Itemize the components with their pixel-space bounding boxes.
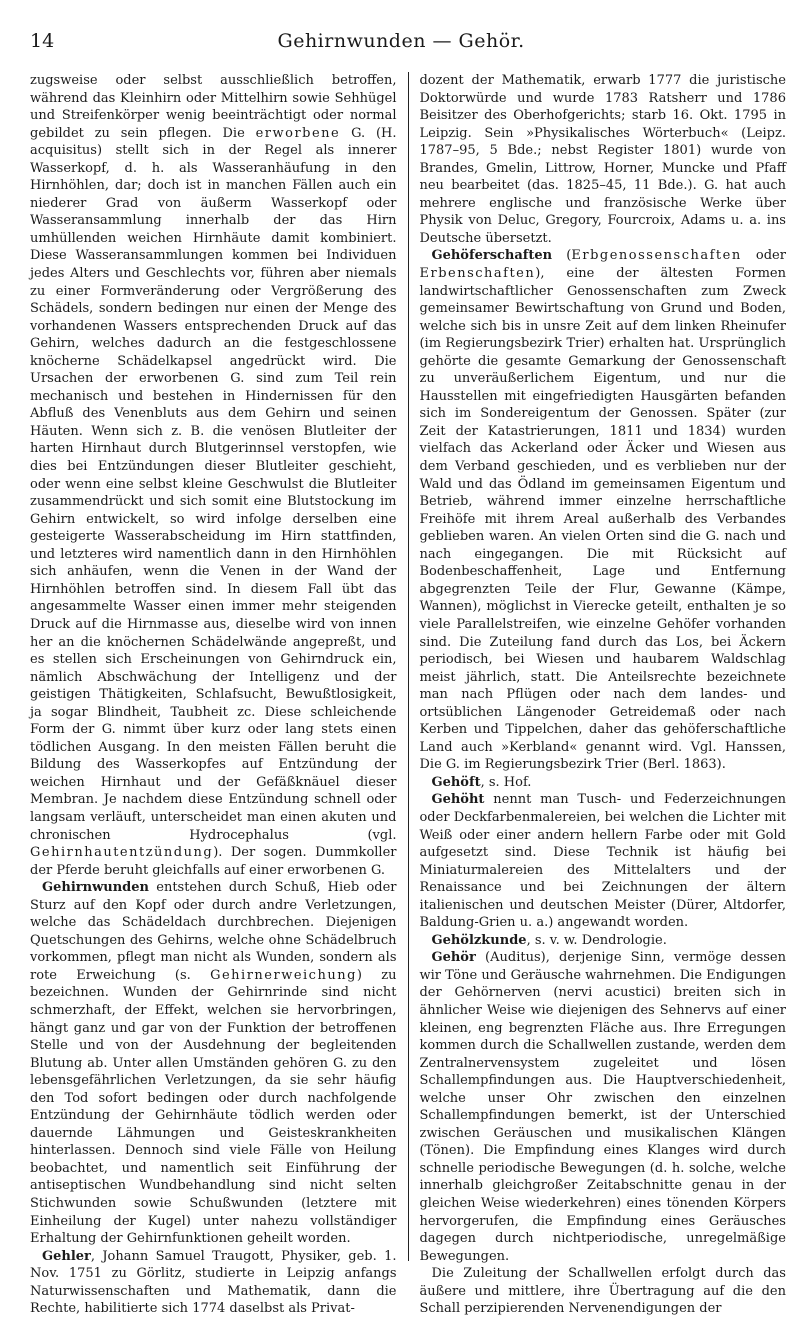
text-columns [30, 72, 786, 1317]
headword: Gehler [42, 1248, 91, 1264]
running-title: Gehirnwunden — Gehör. [277, 30, 525, 52]
entry-gehler: Gehler, Johann Samuel Traugott, Physiker, geb. 1. Nov. 1751 zu Görlitz, studierte in Leipzig anfangs Naturwissenschaften und Mathematik, dann die Rechte, habilitierte sich 1774 daselbst als Privat- [30, 1248, 397, 1317]
page-header [30, 30, 786, 70]
left-column [30, 72, 397, 1317]
entry-gehoeft: Gehöft, s. Hof. [431, 774, 532, 790]
headword: Gehölzkunde [431, 932, 527, 948]
entry-gehoeferschaften: Gehöferschaften (Erbgenossenschaften oder Erbenschaften), eine der ältesten Formen landwirtschaftlicher Genossenschaften zum Zweck gemeinsamer Bewirtschaftung von Grund und Boden, welche sich bis in unsre Zeit auf dem linken Rheinufer (im Regierungsbezirk Trier) erhalten hat. Ursprünglich gehörte die gesamte Gemarkung der Genossenschaft zu unveräußerlichem Eigentum, und nur die Hausstellen mit eingefriedigten Hausgärten befanden sich im Sondereigentum der Genossen. Später (zur Zeit der Katastrierungen, 1811 und 1834) wurden vielfach das Ackerland oder Äcker und Wiesen aus dem Verband geschieden, und es verblieben nur der Wald und das Ödland im gemeinsamen Eigentum und Betrieb, während immer einzelne herrschaftliche Freihöfe mit ihrem Areal außerhalb des Verbandes geblieben waren. An vielen Orten sind die G. nach und nach eingegangen. Die mit Rücksicht auf Bodenbeschaffenheit, Lage und Entfernung abgegrenzten Teile der Flur, Gewanne (Kämpe, Wannen), möglichst in Vierecke geteilt, enthalten je so viele Parallelstreifen, wie einzelne Gehöfer vorhanden sind. Die Zuteilung fand durch das Los, bei Äckern periodisch, bei Wiesen und haubarem Waldschlag meist jährlich, statt. Die Anteilsrechte bezeichnete man nach Pflügen oder nach dem landes- und ortsüblichen Längenoder Getreidemaß oder nach Kerben und Tippelchen, daher das gehöferschaftliche Land auch »Kerbland« genannt wird. Vgl. Hanssen, Die G. im Regierungsbezirk Trier (Berl. 1863). [419, 248, 786, 773]
entry-gehoelzkunde: Gehölzkunde, s. v. w. Dendrologie. [431, 932, 667, 948]
headword: Gehöft [431, 774, 481, 790]
headword: Gehör [431, 950, 476, 966]
entry-gehirnwassersucht-cont: zugsweise oder selbst ausschließlich betroffen, während das Kleinhirn oder Mittelhirn sowie Sehhügel und Streifenkörper wenig beeinträchtigt oder normal gebildet zu sein pflegen. Die erworbene G. (H. acquisitus) stellt sich in der Regel als innerer Wasserkopf, d. h. als Wasseranhäufung in den Hirnhöhlen, dar; doch ist in manchen Fällen auch ein niederer Grad von äußerm Wasserkopf oder Wasseransammlung innerhalb der das Hirn umhüllenden weichen Hirnhäute damit kombiniert. Diese Wasseransammlungen kommen bei Individuen jedes Alters und Geschlechts vor, führen aber niemals zu einer Formveränderung oder Vergrößerung des Schädels, sondern bedingen nur einen der Menge des vorhandenen Wassers entsprechenden Druck auf das Gehirn, welches dadurch an die festgeschlossene knöcherne Schädelkapsel angedrückt wird. Die Ursachen der erworbenen G. sind zum Teil rein mechanisch und bestehen in Hindernissen für den Abfluß des Venenbluts aus dem Gehirn und seinen Häuten. Wenn sich z. B. die venösen Blutleiter der harten Hirnhaut durch Blutgerinnsel verstopfen, wie dies bei Entzündungen dieser Blutleiter geschieht, oder wenn eine selbst kleine Geschwulst die Blutleiter zusammendrückt und sich somit eine Blutstockung im Gehirn entwickelt, so wird infolge derselben eine gesteigerte Wasserabscheidung im Hirn stattfinden, und letzteres wird namentlich dann in den Hirnhöhlen sich anhäufen, wenn die Venen in der Wand der Hirnhöhlen betroffen sind. In diesem Fall übt das angesammelte Wasser einen immer mehr steigenden Druck auf die Hirnmasse aus, dieselbe wird von innen her an die knöchernen Schädelwände angepreßt, und es stellen sich Erscheinungen von Gehirndruck ein, nämlich Abschwächung der Intelligenz und der geistigen Thätigkeiten, Schlafsucht, Bewußtlosigkeit, ja sogar Blindheit, Taubheit zc. Diese schleichende Form der G. nimmt über kurz oder lang stets einen tödlichen Ausgang. In den meisten Fällen beruht die Bildung des Wasserkopfes auf Entzündung der weichen Hirnhaut und der Gefäßknäuel dieser Membran. Je nachdem diese Entzündung schnell oder langsam verläuft, unterscheidet man einen akuten und chronischen Hydrocephalus (vgl. Gehirnhautentzündung). Der sogen. Dummkoller der Pferde beruht gleichfalls auf einer erworbenen G. [30, 73, 397, 878]
headword: Gehöferschaften [431, 248, 553, 264]
entry-gehirnwunden: Gehirnwunden entstehen durch Schuß, Hieb oder Sturz auf den Kopf oder durch andre Verletzungen, welche das Schädeldach durchbrechen. Diejenigen Quetschungen des Gehirns, welche ohne Schädelbruch vorkommen, pflegt man nicht als Wunden, sondern als rote Erweichung (s. Gehirnerweichung) zu bezeichnen. Wunden der Gehirnrinde sind nicht schmerzhaft, der Effekt, welchen sie hervorbringen, hängt ganz und gar von der Funktion der betroffenen Stelle und von der Ausdehnung der begleitenden Blutung ab. Unter allen Umständen gehören G. zu den lebensgefährlichen Verletzungen, da sie sehr häufig den Tod sofort bedingen oder durch nachfolgende Entzündung der Gehirnhäute tödlich werden oder dauernde Lähmungen und Geisteskrankheiten hinterlassen. Dennoch sind viele Fälle von Heilung beobachtet, und namentlich seit Einführung der antiseptischen Wundbehandlung sind nicht selten Stichwunden sowie Schußwunden (letztere mit Einheilung der Kugel) unter nahezu vollständiger Erhaltung der Gehirnfunktionen geheilt worden. [30, 880, 397, 1247]
entry-gehoeht: Gehöht nennt man Tusch- und Federzeichnungen oder Deckfarbenmalereien, bei welchen die Lichter mit Weiß oder einer andern hellern Farbe oder mit Gold aufgesetzt sind. Diese Technik ist häufig bei Miniaturmalereien des Mittelalters und der Renaissance und bei Zeichnungen der ältern italienischen und deutschen Meister (Dürer, Altdorfer, Baldung-Grien u. a.) angewandt worden. [419, 792, 786, 931]
headword: Gehirnwunden [42, 880, 149, 896]
entry-gehoer-cont: Die Zuleitung der Schallwellen erfolgt durch das äußere und mittlere, ihre Übertragung auf die den Schall perzipierenden Nervenendigungen der [419, 1266, 786, 1317]
column-rule [408, 72, 409, 1261]
entry-gehler-cont: dozent der Mathematik, erwarb 1777 die juristische Doktorwürde und wurde 1783 Ratsherr und 1786 Beisitzer des Oberhofgerichts; starb 16. Okt. 1795 in Leipzig. Sein »Physikalisches Wörterbuch« (Leipz. 1787–95, 5 Bde.; nebst Register 1801) wurde von Brandes, Gmelin, Littrow, Horner, Muncke und Pfaff neu bearbeitet (das. 1825–45, 11 Bde.). G. hat auch mehrere englische und französische Werke über Physik von Deluc, Gregory, Fourcroix, Adams u. a. ins Deutsche übersetzt. [419, 73, 786, 246]
page-number: 14 [30, 30, 55, 52]
right-column [419, 72, 786, 1317]
headword: Gehöht [431, 792, 485, 808]
entry-gehoer: Gehör (Auditus), derjenige Sinn, vermöge dessen wir Töne und Geräusche wahrnehmen. Die Endigungen der Gehörnerven (nervi acustici) breiten sich in ähnlicher Weise wie diejenigen des Sehnervs auf einer kleinen, eng begrenzten Fläche aus. Ihre Erregungen kommen durch die Schallwellen zustande, werden dem Zentralnervensystem zugeleitet und lösen Schallempfindungen aus. Die Hauptverschiedenheit, welche unser Ohr zwischen den einzelnen Schallempfindungen bemerkt, ist der Unterschied zwischen Geräuschen und musikalischen Klängen (Tönen). Die Empfindung eines Klanges wird durch schnelle periodische Bewegungen (d. h. solche, welche innerhalb gleichgroßer Zeitabschnitte genau in der gleichen Weise wiederkehren) eines tönenden Körpers hervorgerufen, die Empfindung eines Geräusches dagegen durch nichtperiodische, unregelmäßige Bewegungen. [419, 950, 786, 1264]
